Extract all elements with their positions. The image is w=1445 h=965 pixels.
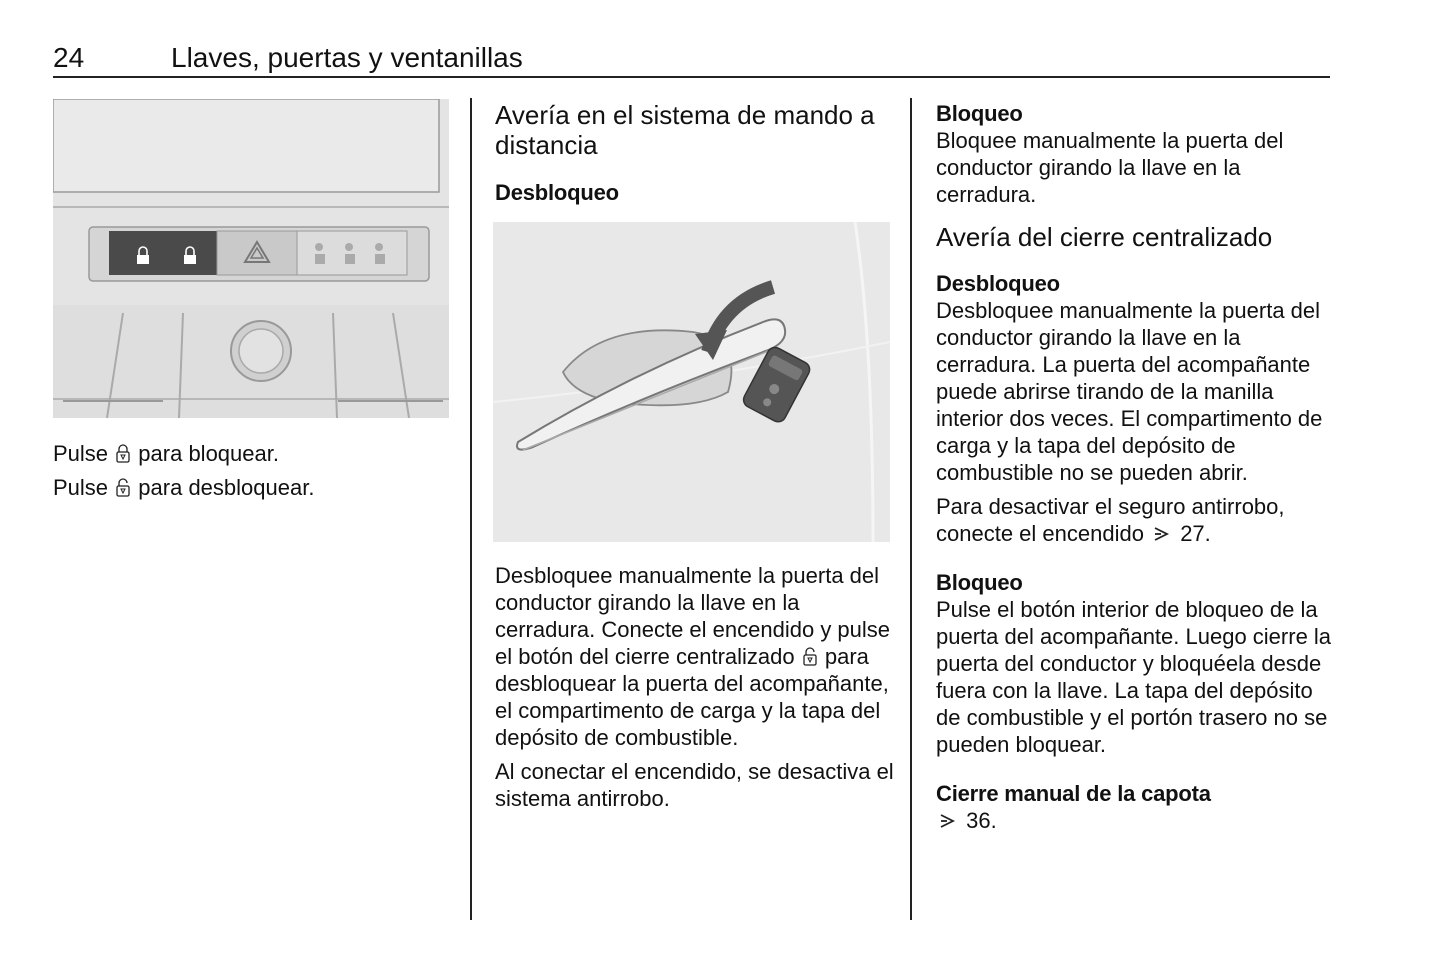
lock-open-icon (803, 646, 817, 666)
section-heading-remote-fault: Avería en el sistema de mando a distancia (495, 100, 875, 160)
dashboard-buttons-illustration (53, 99, 449, 418)
column-2-body (495, 562, 895, 819)
paragraph-immobiliser: Al conectar el encendido, se desactiva el sistema antirrobo. (495, 759, 894, 811)
unlock-instruction (53, 471, 453, 505)
column-1-text (53, 437, 453, 505)
lock-open-icon (116, 477, 130, 497)
lock-instruction (53, 437, 453, 471)
paragraph-central-lock: Pulse el botón interior de bloqueo de la puerta del acompañante. Luego cierre la puerta del conductor y bloquéela desde fuera con la llave. La tapa del depósito de combustible y el portón trasero no se pueden bloquear. (936, 597, 1332, 757)
page-reference-arrow-icon[interactable] (1152, 525, 1172, 543)
column-divider (910, 98, 912, 920)
subheading-lock: Bloqueo (936, 570, 1023, 595)
lock-instruction-after: para bloquear. (138, 441, 279, 466)
page-number: 24 (53, 42, 85, 73)
unlock-instruction-before: Pulse (53, 475, 109, 500)
door-handle-key-illustration (493, 222, 890, 542)
chapter-title: Llaves, puertas y ventanillas (171, 42, 523, 73)
paragraph-manual-unlock (495, 562, 895, 751)
page-reference-36[interactable]: 36. (966, 808, 997, 833)
section-heading-central-locking-fault: Avería del cierre centralizado (936, 222, 1273, 252)
paragraph-manual-unlock-part1: Desbloquee manualmente la puerta del conductor girando la llave en la cerradura. Conecte el encendido y pulse el botón del cierre centralizado (495, 563, 891, 669)
subheading-unlock: Desbloqueo (936, 271, 1060, 296)
lock-closed-icon (116, 443, 130, 463)
page-header (53, 42, 1330, 78)
subheading-manual-hood-closing: Cierre manual de la capota (936, 781, 1211, 806)
page-reference-arrow-icon[interactable] (938, 812, 958, 830)
page-reference-27[interactable]: 27. (1180, 521, 1211, 546)
column-divider (470, 98, 472, 920)
paragraph-deactivate-antitheft-text: Para desactivar el seguro antirrobo, conecte el encendido (936, 494, 1285, 546)
column-2-heading-block (495, 100, 890, 206)
subheading-unlock: Desbloqueo (495, 180, 619, 205)
paragraph-hood-reference (936, 807, 1336, 834)
paragraph-deactivate-antitheft (936, 493, 1336, 547)
unlock-instruction-after: para desbloquear. (138, 475, 315, 500)
paragraph-manual-lock: Bloquee manualmente la puerta del conductor girando la llave en la cerradura. (936, 128, 1284, 207)
lock-instruction-before: Pulse (53, 441, 109, 466)
subheading-lock: Bloqueo (936, 101, 1023, 126)
paragraph-central-unlock: Desbloquee manualmente la puerta del conductor girando la llave en la cerradura. La puerta del acompañante puede abrirse tirando de la manilla interior dos veces. El compartimento de carga y la tapa del depósito de combustible no se pueden abrir. (936, 298, 1323, 485)
column-3 (936, 100, 1336, 841)
paragraph-manual-unlock-part2: para desbloquear la puerta del acompañante, el compartimento de carga y la tapa del depósito de combustible. (495, 644, 889, 750)
